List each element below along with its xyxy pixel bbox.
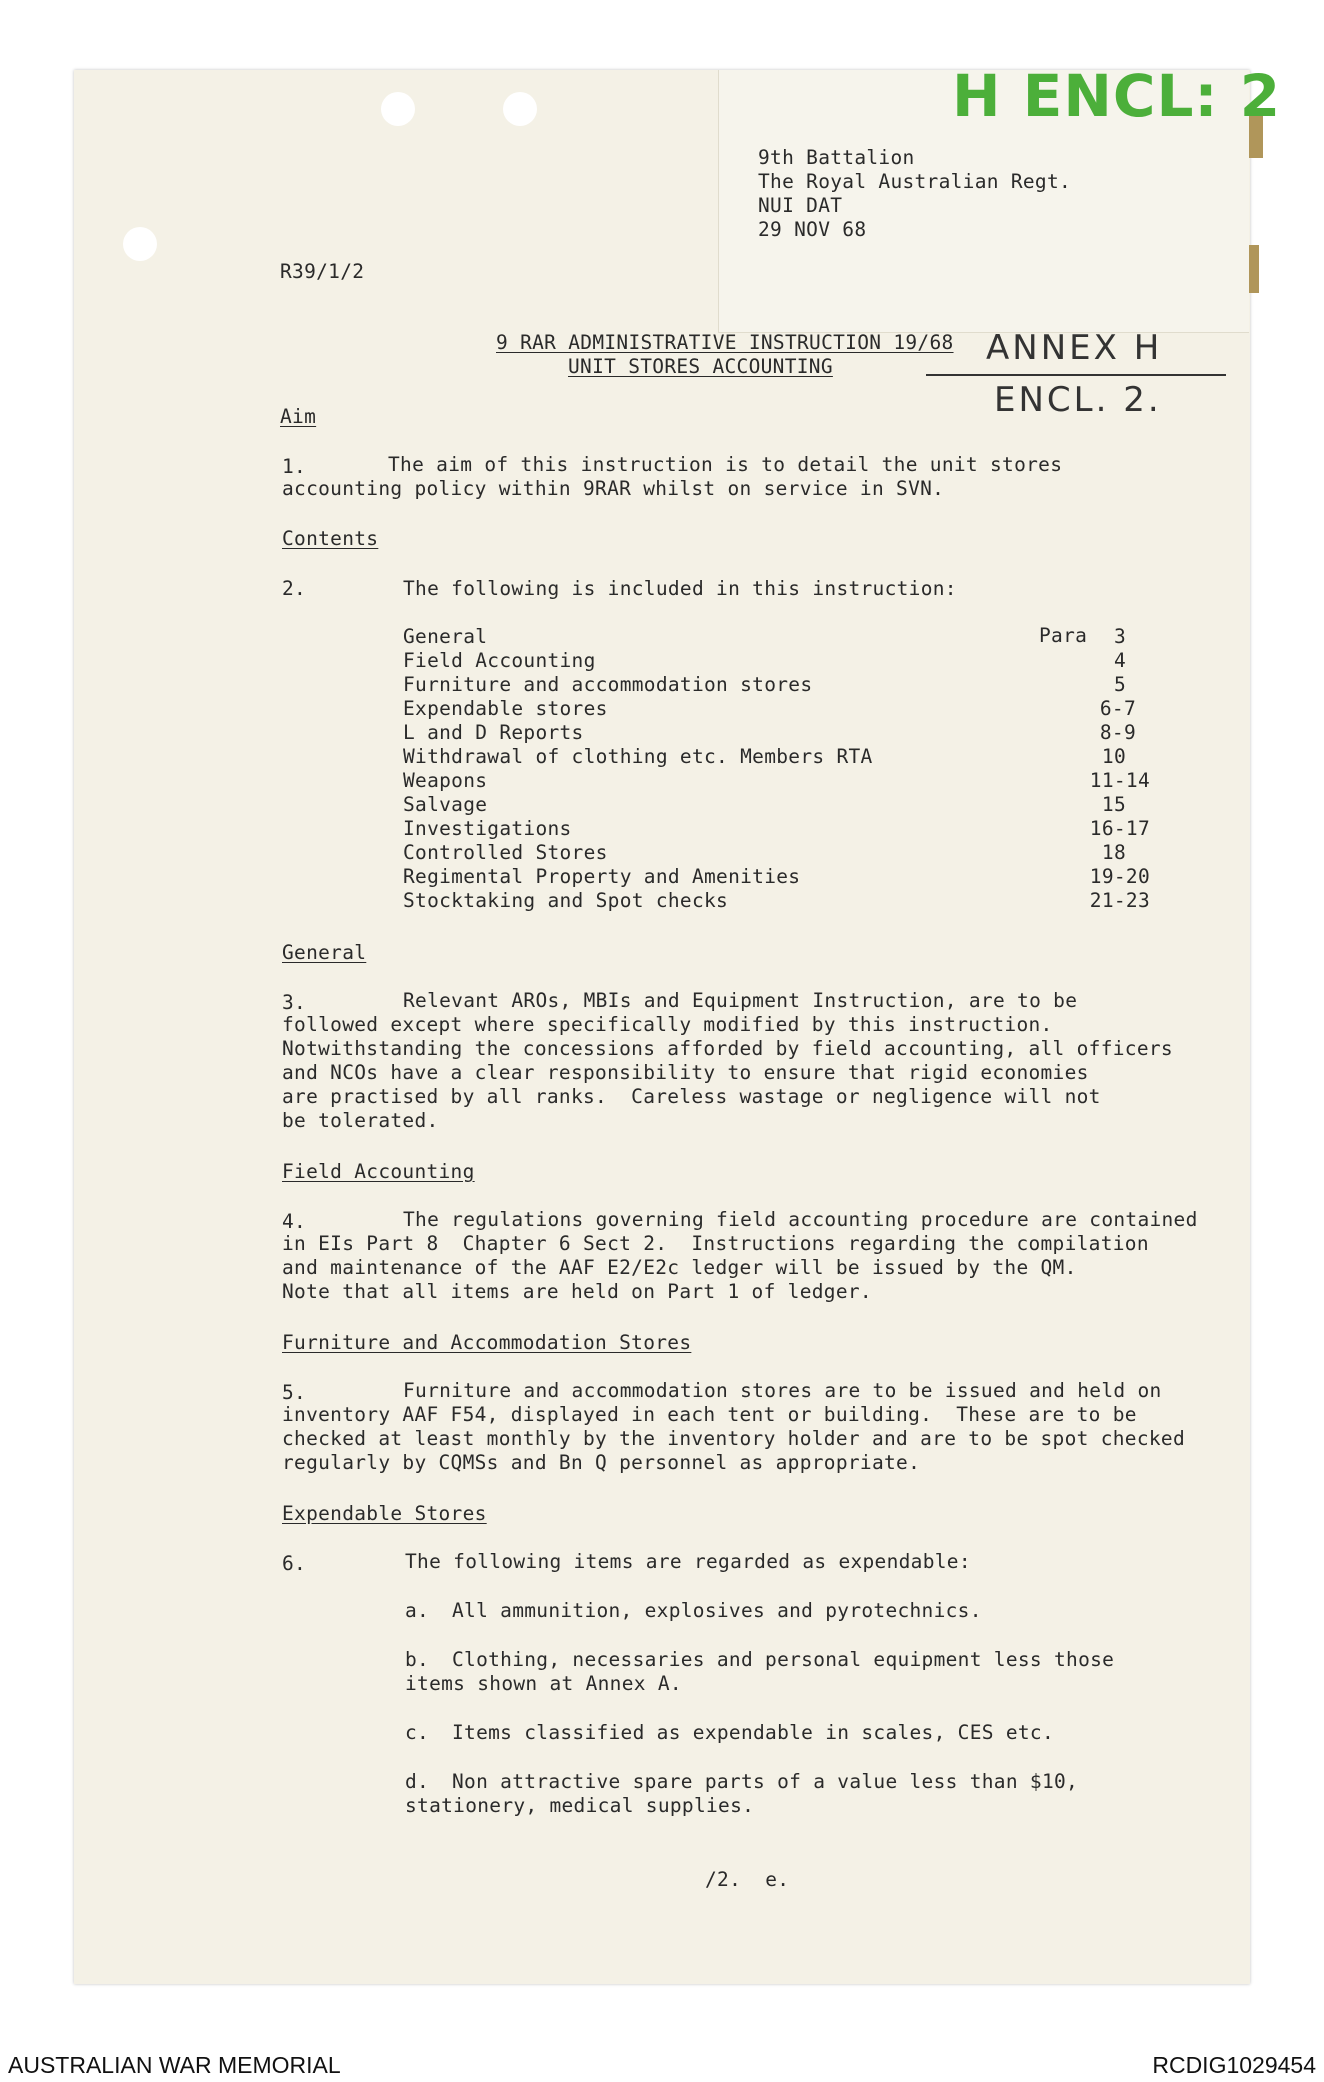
annotation-encl: ENCL. 2.	[994, 380, 1162, 420]
contents-item: Salvage	[403, 793, 488, 816]
paragraph-text: Furniture and accommodation stores are to be issued and held on	[403, 1379, 1162, 1402]
annotation-annex: ANNEX H	[986, 328, 1163, 368]
address-line: 29 NOV 68	[758, 218, 867, 241]
contents-item: Weapons	[403, 769, 488, 792]
paragraph-text: be tolerated.	[282, 1109, 439, 1132]
contents-item: Furniture and accommodation stores	[403, 673, 813, 696]
contents-para: 4	[1113, 649, 1126, 672]
list-item-letter: a.	[405, 1599, 430, 1622]
paragraph-number: 1.	[282, 455, 307, 478]
contents-para: 15	[1101, 793, 1126, 816]
footer-id: RCDIG1029454	[1152, 2052, 1316, 2078]
paragraph-text: accounting policy within 9RAR whilst on service in SVN.	[282, 477, 945, 500]
contents-item: Field Accounting	[403, 649, 596, 672]
paragraph-text: Note that all items are held on Part 1 of ledger.	[282, 1280, 872, 1303]
contents-item: L and D Reports	[403, 721, 584, 744]
paragraph-text: are practised by all ranks. Careless wastage or negligence will not	[282, 1085, 1101, 1108]
paragraph-text: The aim of this instruction is to detail the unit stores	[388, 453, 1063, 476]
address-line: The Royal Australian Regt.	[758, 170, 1072, 193]
paragraph-text: regularly by CQMSs and Bn Q personnel as appropriate.	[282, 1451, 921, 1474]
paragraph-text: The regulations governing field accounting procedure are contained	[403, 1208, 1198, 1231]
list-item-letter: c.	[405, 1721, 430, 1744]
document-subtitle: UNIT STORES ACCOUNTING	[568, 355, 833, 378]
contents-para: 16-17	[1089, 817, 1150, 840]
punch-hole	[381, 92, 415, 126]
contents-para-label: Para	[1039, 624, 1088, 647]
file-reference: R39/1/2	[280, 260, 365, 283]
list-item-text: stationery, medical supplies.	[405, 1794, 755, 1817]
contents-para: 11-14	[1089, 769, 1150, 792]
list-item-letter: d.	[405, 1770, 430, 1793]
contents-para: 18	[1101, 841, 1126, 864]
punch-hole	[123, 227, 157, 261]
paragraph-text: followed except where specifically modified by this instruction.	[282, 1013, 1053, 1036]
list-item-text: Items classified as expendable in scales, CES etc.	[452, 1721, 1054, 1744]
paragraph-number: 4.	[282, 1210, 307, 1233]
contents-para: 5	[1113, 673, 1126, 696]
paragraph-text: inventory AAF F54, displayed in each tent or building. These are to be	[282, 1403, 1137, 1426]
contents-para: 21-23	[1089, 889, 1150, 912]
contents-item: Investigations	[403, 817, 572, 840]
contents-para: 8-9	[1099, 721, 1136, 744]
paragraph-number: 3.	[282, 991, 307, 1014]
paragraph-text: Relevant AROs, MBIs and Equipment Instruction, are to be	[403, 989, 1078, 1012]
list-item-text: All ammunition, explosives and pyrotechnics.	[452, 1599, 982, 1622]
contents-item: Controlled Stores	[403, 841, 608, 864]
paragraph-number: 6.	[282, 1552, 307, 1575]
paragraph-number: 2.	[282, 577, 307, 600]
paragraph-text: The following items are regarded as expendable:	[405, 1550, 971, 1573]
section-heading-field-accounting: Field Accounting	[282, 1160, 475, 1183]
paragraph-text: and NCOs have a clear responsibility to ensure that rigid economies	[282, 1061, 1089, 1084]
paragraph-text: and maintenance of the AAF E2/E2c ledger will be issued by the QM.	[282, 1256, 1077, 1279]
paragraph-text: The following is included in this instruction:	[403, 577, 957, 600]
contents-para: 19-20	[1089, 865, 1150, 888]
paragraph-number: 5.	[282, 1381, 307, 1404]
list-item-text: Clothing, necessaries and personal equipment less those	[452, 1648, 1115, 1671]
continuation-marker: /2. e.	[705, 1868, 790, 1891]
paragraph-text: checked at least monthly by the inventory holder and are to be spot checked	[282, 1427, 1185, 1450]
contents-para: 10	[1101, 745, 1126, 768]
section-heading-expendable: Expendable Stores	[282, 1502, 487, 1525]
punch-hole	[503, 92, 537, 126]
footer-source: AUSTRALIAN WAR MEMORIAL	[8, 2052, 341, 2078]
section-heading-aim: Aim	[280, 405, 317, 428]
list-item-letter: b.	[405, 1648, 430, 1671]
list-item-text: Non attractive spare parts of a value less than $10,	[452, 1770, 1079, 1793]
section-heading-furniture: Furniture and Accommodation Stores	[282, 1331, 692, 1354]
contents-item: Withdrawal of clothing etc. Members RTA	[403, 745, 873, 768]
contents-item: Regimental Property and Amenities	[403, 865, 801, 888]
list-item-text: items shown at Annex A.	[405, 1672, 682, 1695]
contents-item: Stocktaking and Spot checks	[403, 889, 729, 912]
paragraph-text: in EIs Part 8 Chapter 6 Sect 2. Instructions regarding the compilation	[282, 1232, 1149, 1255]
document-title: 9 RAR ADMINISTRATIVE INSTRUCTION 19/68	[496, 331, 954, 354]
contents-para: 6-7	[1099, 697, 1136, 720]
binder-tab	[1249, 245, 1259, 293]
section-heading-general: General	[282, 941, 367, 964]
address-line: NUI DAT	[758, 194, 843, 217]
contents-item: General	[403, 625, 488, 648]
contents-para: 3	[1113, 625, 1126, 648]
annotation-top-right: H ENCL: 2	[952, 62, 1282, 130]
paragraph-text: Notwithstanding the concessions afforded by field accounting, all officers	[282, 1037, 1173, 1060]
address-line: 9th Battalion	[758, 146, 915, 169]
contents-item: Expendable stores	[403, 697, 608, 720]
annotation-underline	[926, 374, 1226, 376]
section-heading-contents: Contents	[282, 527, 379, 550]
